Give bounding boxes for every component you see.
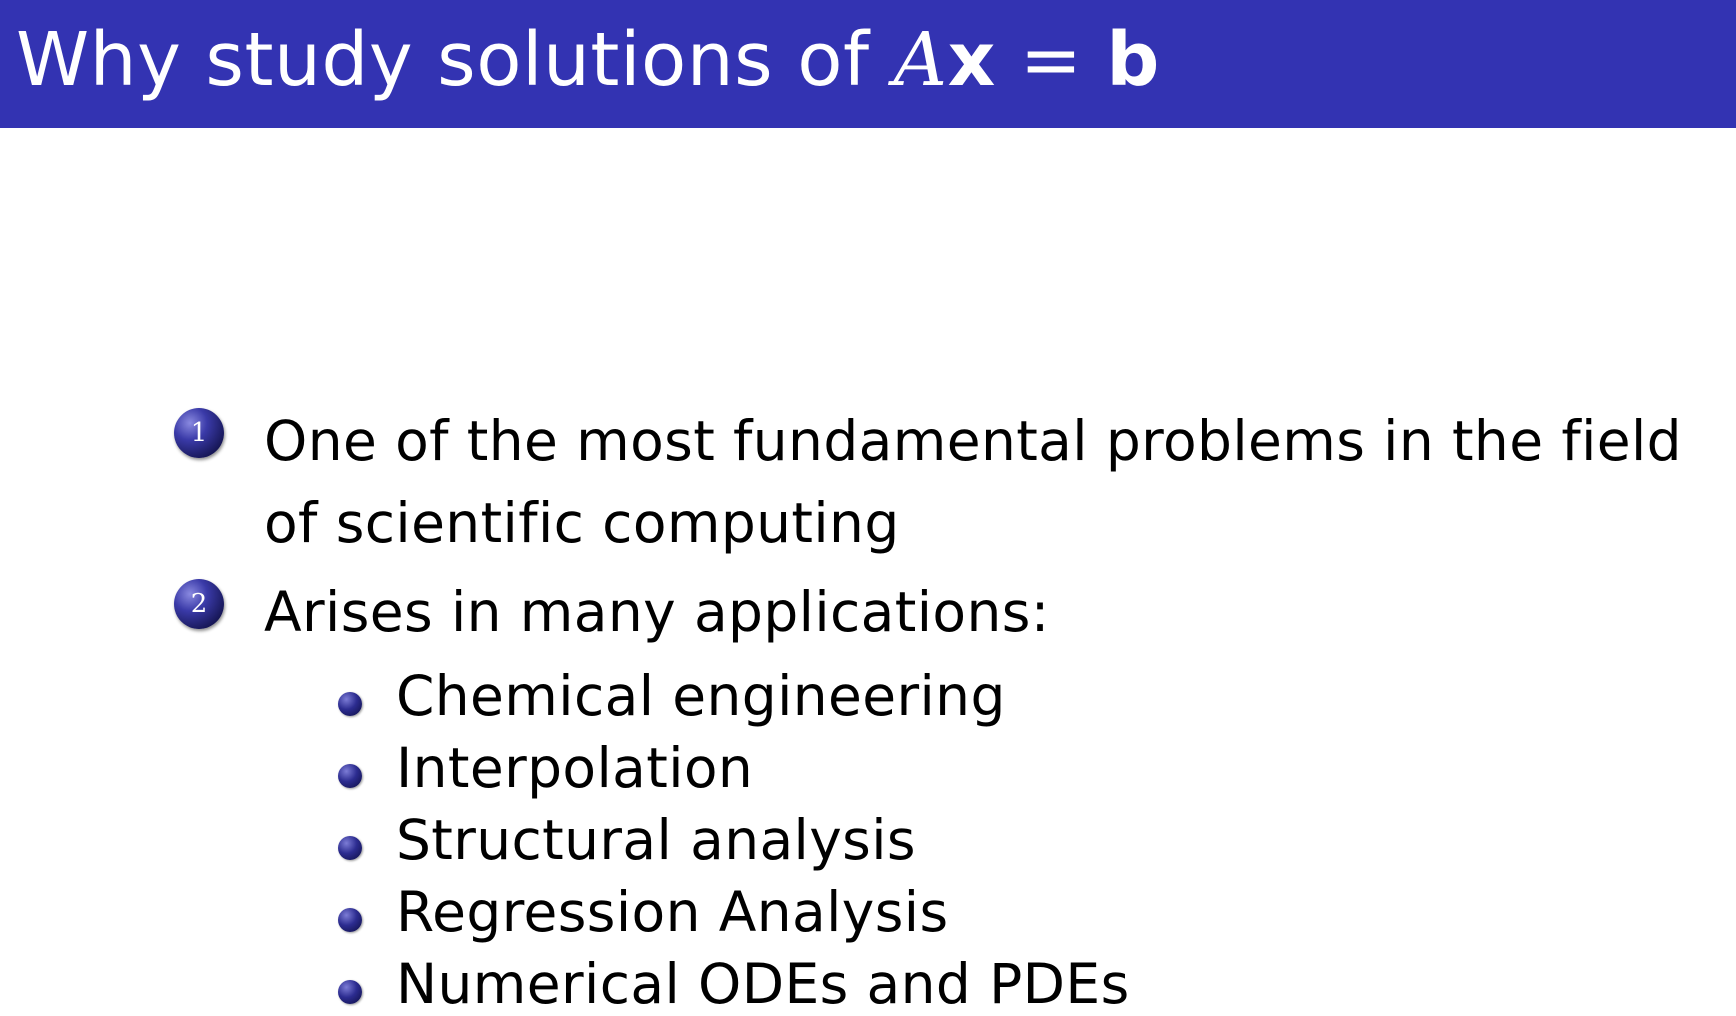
list-item — [338, 876, 1338, 948]
list-item-text: Interpolation — [396, 736, 754, 800]
bullet-icon — [338, 908, 362, 932]
applications-list — [338, 660, 1338, 1016]
bullet-icon — [338, 764, 362, 788]
list-item — [338, 660, 1338, 732]
list-item-text: Regression Analysis — [396, 880, 949, 944]
title-equals-sign: = — [1019, 17, 1083, 103]
number-badge-icon: 2 — [174, 579, 224, 629]
enumerated-item-text: One of the most fundamental problems in the field of scientific computing — [264, 409, 1682, 555]
title-bar — [0, 0, 1736, 128]
title-vector-b: b — [1106, 17, 1160, 103]
title-prefix: Why study solutions of — [16, 17, 870, 103]
enumerated-item-text: Arises in many applications: — [264, 580, 1050, 644]
title-vector-x: x — [947, 17, 996, 103]
title-matrix-symbol: A — [893, 17, 948, 103]
bullet-icon — [338, 836, 362, 860]
list-item — [338, 804, 1338, 876]
list-item — [338, 948, 1338, 1016]
list-item-text: Chemical engineering — [396, 664, 1006, 728]
list-item — [338, 732, 1338, 804]
bullet-icon — [338, 980, 362, 1004]
bullet-icon — [338, 692, 362, 716]
list-item-text: Structural analysis — [396, 808, 916, 872]
list-item-text: Numerical ODEs and PDEs — [396, 952, 1130, 1016]
number-badge-icon: 1 — [174, 408, 224, 458]
slide-title — [16, 8, 1160, 112]
